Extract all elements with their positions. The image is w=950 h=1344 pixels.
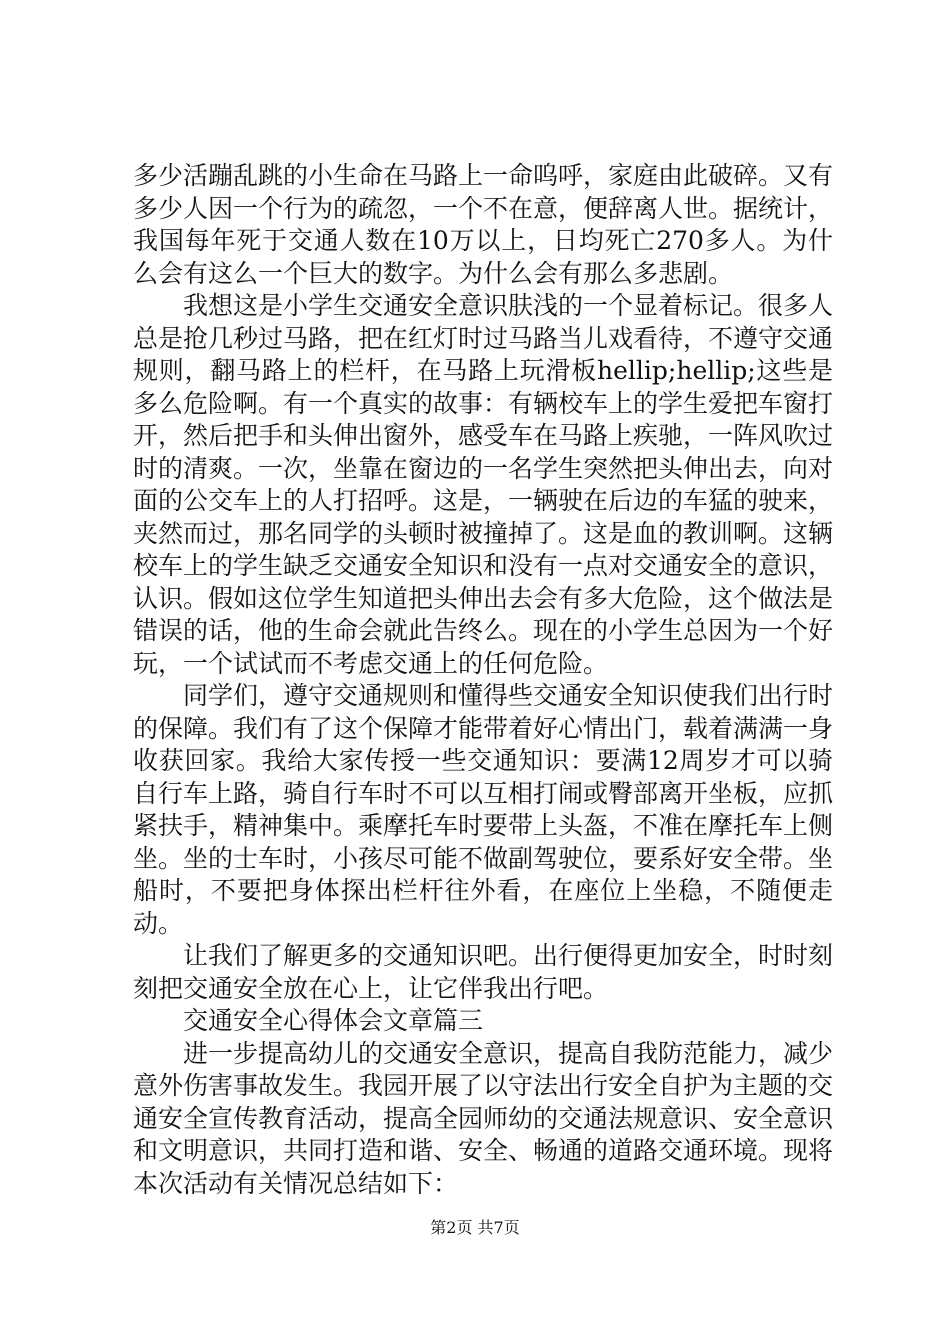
paragraph: 进一步提高幼儿的交通安全意识，提高自我防范能力，减少意外伤害事故发生。我园开展了以守法出行安全自护为主题的交通安全宣传教育活动，提高全园师幼的交通法规意识、安全意识和文明意识，共同打造和谐、安全、畅通的道路交通环境。现将本次活动有关情况总结如下：	[133, 1038, 834, 1198]
section-heading: 交通安全心得体会文章篇三	[183, 1006, 484, 1035]
page-number-footer: 第2页 共7页	[430, 1218, 520, 1237]
paragraph: 让我们了解更多的交通知识吧。出行便得更加安全，时时刻刻把交通安全放在心上，让它伴我出行吧。	[133, 941, 834, 1003]
paragraph: 多少活蹦乱跳的小生命在马路上一命呜呼，家庭由此破碎。又有多少人因一个行为的疏忽，一个不在意，便辞离人世。据统计，我国每年死于交通人数在10万以上，日均死亡270多人。为什么会有这么一个巨大的数字。为什么会有那么多悲剧。	[133, 161, 834, 288]
paragraph: 我想这是小学生交通安全意识肤浅的一个显着标记。很多人总是抢几秒过马路，把在红灯时过马路当儿戏看待，不遵守交通规则，翻马路上的栏杆，在马路上玩滑板hellip;hellip;这些是多么危险啊。有一个真实的故事：有辆校车上的学生爱把车窗打开，然后把手和头伸出窗外，感受车在马路上疾驰，一阵风吹过时的清爽。一次，坐靠在窗边的一名学生突然把头伸出去，向对面的公交车上的人打招呼。这是，一辆驶在后边的车猛的驶来，夹然而过，那名同学的头顿时被撞掉了。这是血的教训啊。这辆校车上的学生缺乏交通安全知识和没有一点对交通安全的意识，认识。假如这位学生知道把头伸出去会有多大危险，这个做法是错误的话，他的生命会就此告终么。现在的小学生总因为一个好玩，一个试试而不考虑交通上的任何危险。	[133, 291, 834, 678]
paragraph: 同学们，遵守交通规则和懂得些交通安全知识使我们出行时的保障。我们有了这个保障才能带着好心情出门，载着满满一身收获回家。我给大家传授一些交通知识：要满12周岁才可以骑自行车上路，骑自行车时不可以互相打闹或臀部离开坐板，应抓紧扶手，精神集中。乘摩托车时要带上头盔，不准在摩托车上侧坐。坐的士车时，小孩尽可能不做副驾驶位，要系好安全带。坐船时，不要把身体探出栏杆往外看，在座位上坐稳，不随便走动。	[133, 681, 834, 938]
body-text	[133, 160, 833, 1200]
